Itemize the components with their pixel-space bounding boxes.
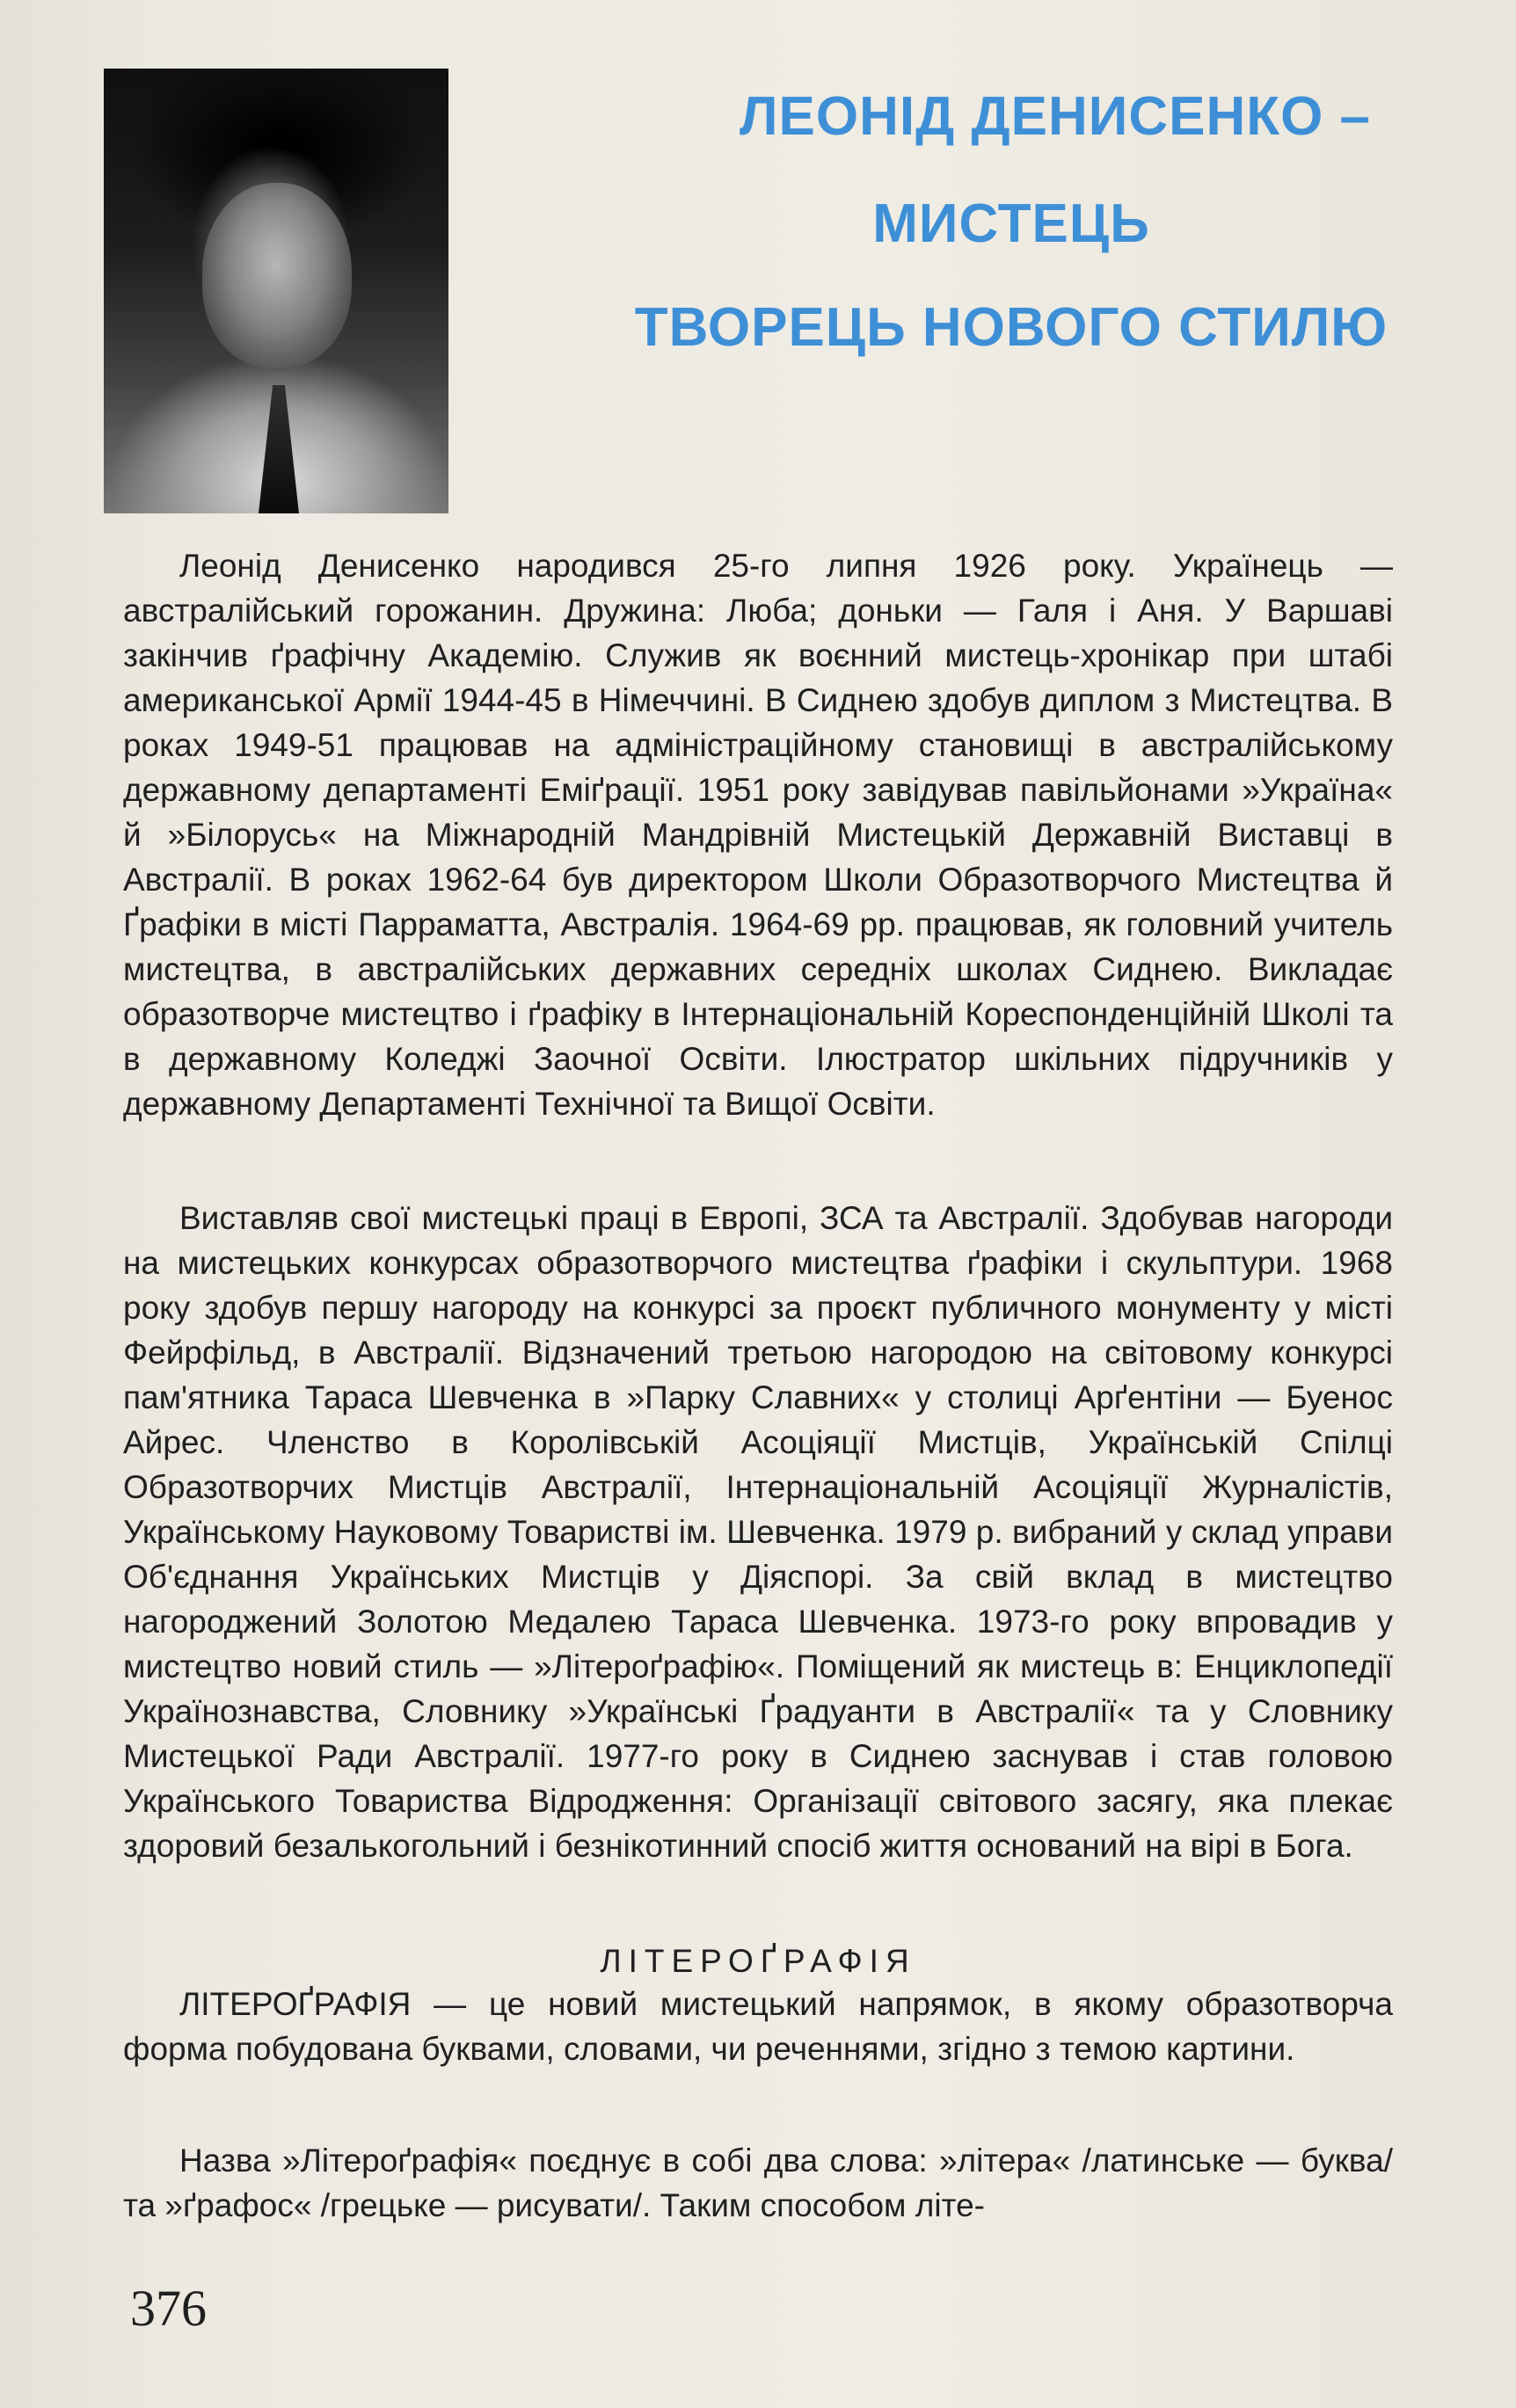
title-line-2: МИСТЕЦЬ (872, 193, 1150, 254)
page-number: 376 (130, 2280, 207, 2337)
section-heading: ЛІТЕРОҐРАФІЯ (600, 1943, 916, 1979)
literography-paragraph-2: Назва »Літероґрафія« поєднує в собі два слова: »літера« /латинське — буква/ та »ґрафос« /грецьке — рисувати/. Таким способом літе- (123, 2142, 1393, 2223)
portrait-photo (104, 69, 448, 513)
biography-paragraph-1: Леонід Денисенко народився 25-го липня 1926 року. Українець — австралійський горожанин. Дружина: Люба; доньки — Галя і Аня. У Варшаві закінчив ґрафічну Академію. Служив як воєнний мистець-хронікар при штабі американської Армії 1944-45 в Німеччині. В Сиднею здобув диплом з Мистецтва. В роках 1949-51 працював на адміністраційному становищі в австралійському державному департаменті Еміґрації. 1951 року завідував павільйонами »Україна« й »Білорусь« на Міжнародній Мандрівній Мистецькій Державній Виставці в Австралії. В роках 1962-64 був директором Школи Образотворчого Мистецтва й Ґрафіки в місті Парраматта, Австралія. 1964-69 рр. працював, як головний учитель мистецтва, в австралійських державних середніх школах Сиднею. Викладає образотворче мистецтво і ґрафіку в Інтернаціональній Кореспонденційній Школі та в державному Коледжі Заочної Освіти. Ілюстратор шкільних підручників у державному Департаменті Технічної та Вищої Освіти. (123, 548, 1393, 1122)
title-line-3: ТВОРЕЦЬ НОВОГО СТИЛЮ (634, 297, 1388, 358)
biography-paragraph-2: Виставляв свої мистецькі праці в Европі, ЗСА та Австралії. Здобував нагороди на мистецьких конкурсах образотворчого мистецтва ґрафіки і скульптури. 1968 року здобув першу нагороду на конкурсі за проєкт публичного монументу у місті Фейрфільд, в Австралії. Відзначений третьою нагородою на світовому конкурсі пам'ятника Тараса Шевченка в »Парку Славних« у столиці Арґентіни — Буенос Айрес. Членство в Королівській Асоціяції Мистців, Українській Спілці Образотворчих Мистців Австралії, Інтернаціональній Асоціяції Журналістів, Українському Науковому Товаристві ім. Шевченка. 1979 р. вибраний у склад управи Об'єднання Українських Мистців у Діяспорі. За свій вклад в мистецтво нагороджений Золотою Медалею Тараса Шевченка. 1973-го року впровадив у мистецтво новий стиль — »Літероґрафію«. Поміщений як мистець в: Енциклопедії Українознавства, Словнику »Українські Ґрадуанти в Австралії« та у Словнику Мистецької Ради Австралії. 1977-го року в Сиднею заснував і став головою Українського Товариства Відродження: Організації світового засягу, яка плекає здоровий безалькогольний і безнікотинний спосіб життя оснований на вірі в Бога. (123, 1200, 1393, 1864)
portrait-face (202, 183, 352, 367)
literography-paragraph-1: ЛІТЕРОҐРАФІЯ — це новий мистецький напрямок, в якому образотворча форма побудована буквами, словами, чи реченнями, згідно з темою картини. (123, 1986, 1393, 2067)
title-line-1: ЛЕОНІД ДЕНИСЕНКО – (739, 86, 1371, 147)
portrait-tie (259, 385, 299, 513)
